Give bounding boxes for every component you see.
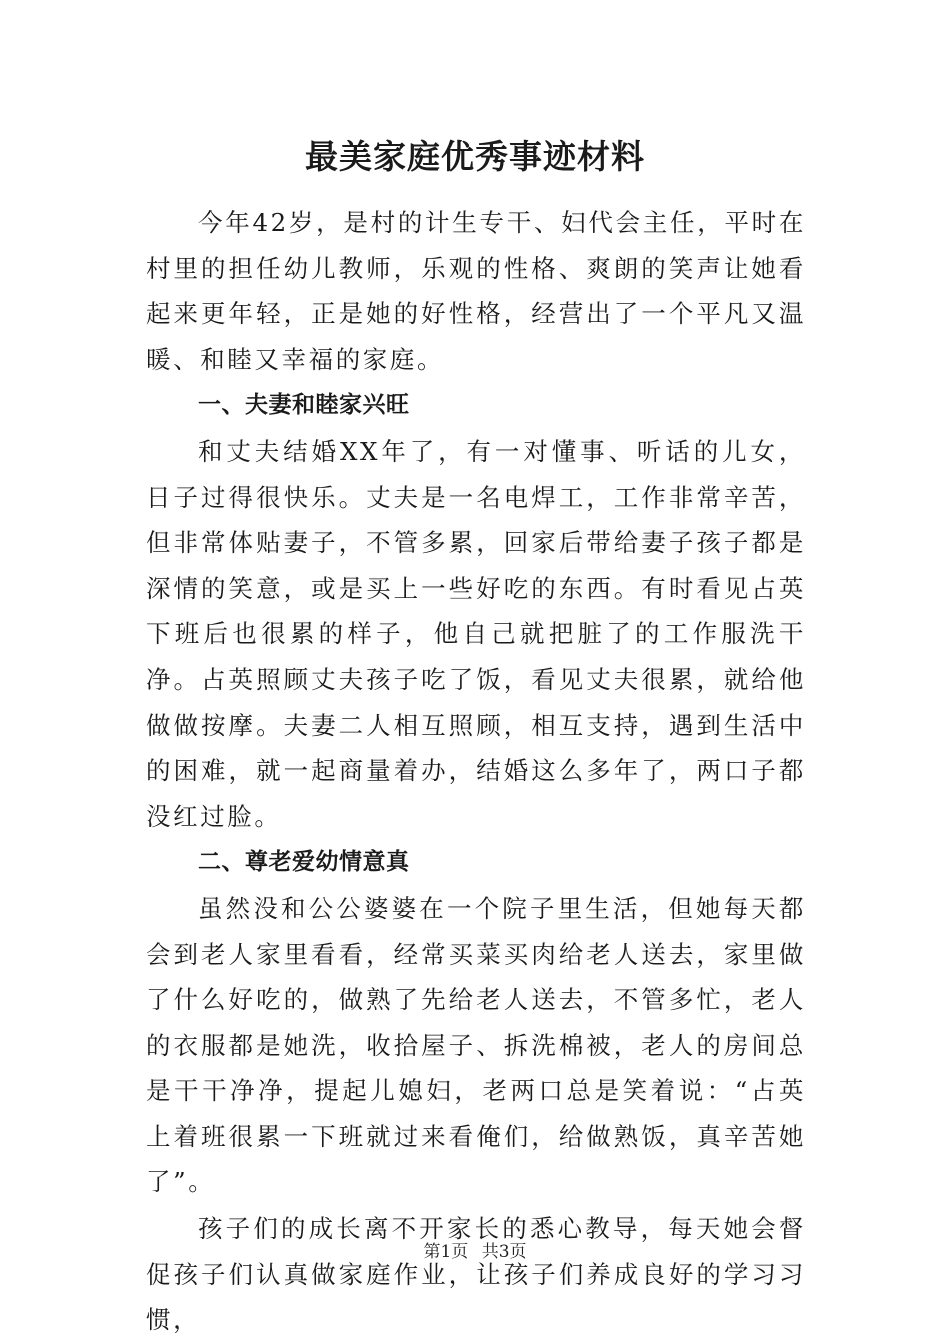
section-2-paragraph-1: 虽然没和公公婆婆在一个院子里生活，但她每天都会到老人家里看看，经常买菜买肉给老人送去，家里做了什么好吃的，做熟了先给老人送去，不管多忙，老人的衣服都是她洗，收拾屋子、拆洗棉被，老人的房间总是干干净净，提起儿媳妇，老两口总是笑着说：“占英上着班很累一下班就过来看俺们，给做熟饭，真辛苦她了”。 [146,893,806,1197]
document-body [146,200,806,1344]
section-2-paragraph-2: 孩子们的成长离不开家长的悉心教导，每天她会督促孩子们认真做家庭作业，让孩子们养成良好的学习习惯， [146,1214,806,1335]
page-number: 第1页 [423,1242,469,1262]
section-heading-1: 一、夫妻和睦家兴旺 [198,392,410,419]
page-total: 共3页 [481,1242,527,1262]
section-heading-2: 二、尊老爱幼情意真 [198,849,410,876]
document-title: 最美家庭优秀事迹材料 [305,137,645,176]
intro-paragraph: 今年42岁，是村的计生专干、妇代会主任，平时在村里的担任幼儿教师，乐观的性格、爽朗的笑声让她看起来更年轻，正是她的好性格，经营出了一个平凡又温暖、和睦又幸福的家庭。 [146,208,806,374]
section-1-paragraph: 和丈夫结婚XX年了，有一对懂事、听话的儿女，日子过得很快乐。丈夫是一名电焊工，工作非常辛苦，但非常体贴妻子，不管多累，回家后带给妻子孩子都是深情的笑意，或是买上一些好吃的东西。有时看见占英下班后也很累的样子，他自己就把脏了的工作服洗干净。占英照顾丈夫孩子吃了饭，看见丈夫很累，就给他做做按摩。夫妻二人相互照顾，相互支持，遇到生活中的困难，就一起商量着办，结婚这么多年了，两口子都没红过脸。 [146,436,806,831]
page-footer [0,1240,950,1264]
